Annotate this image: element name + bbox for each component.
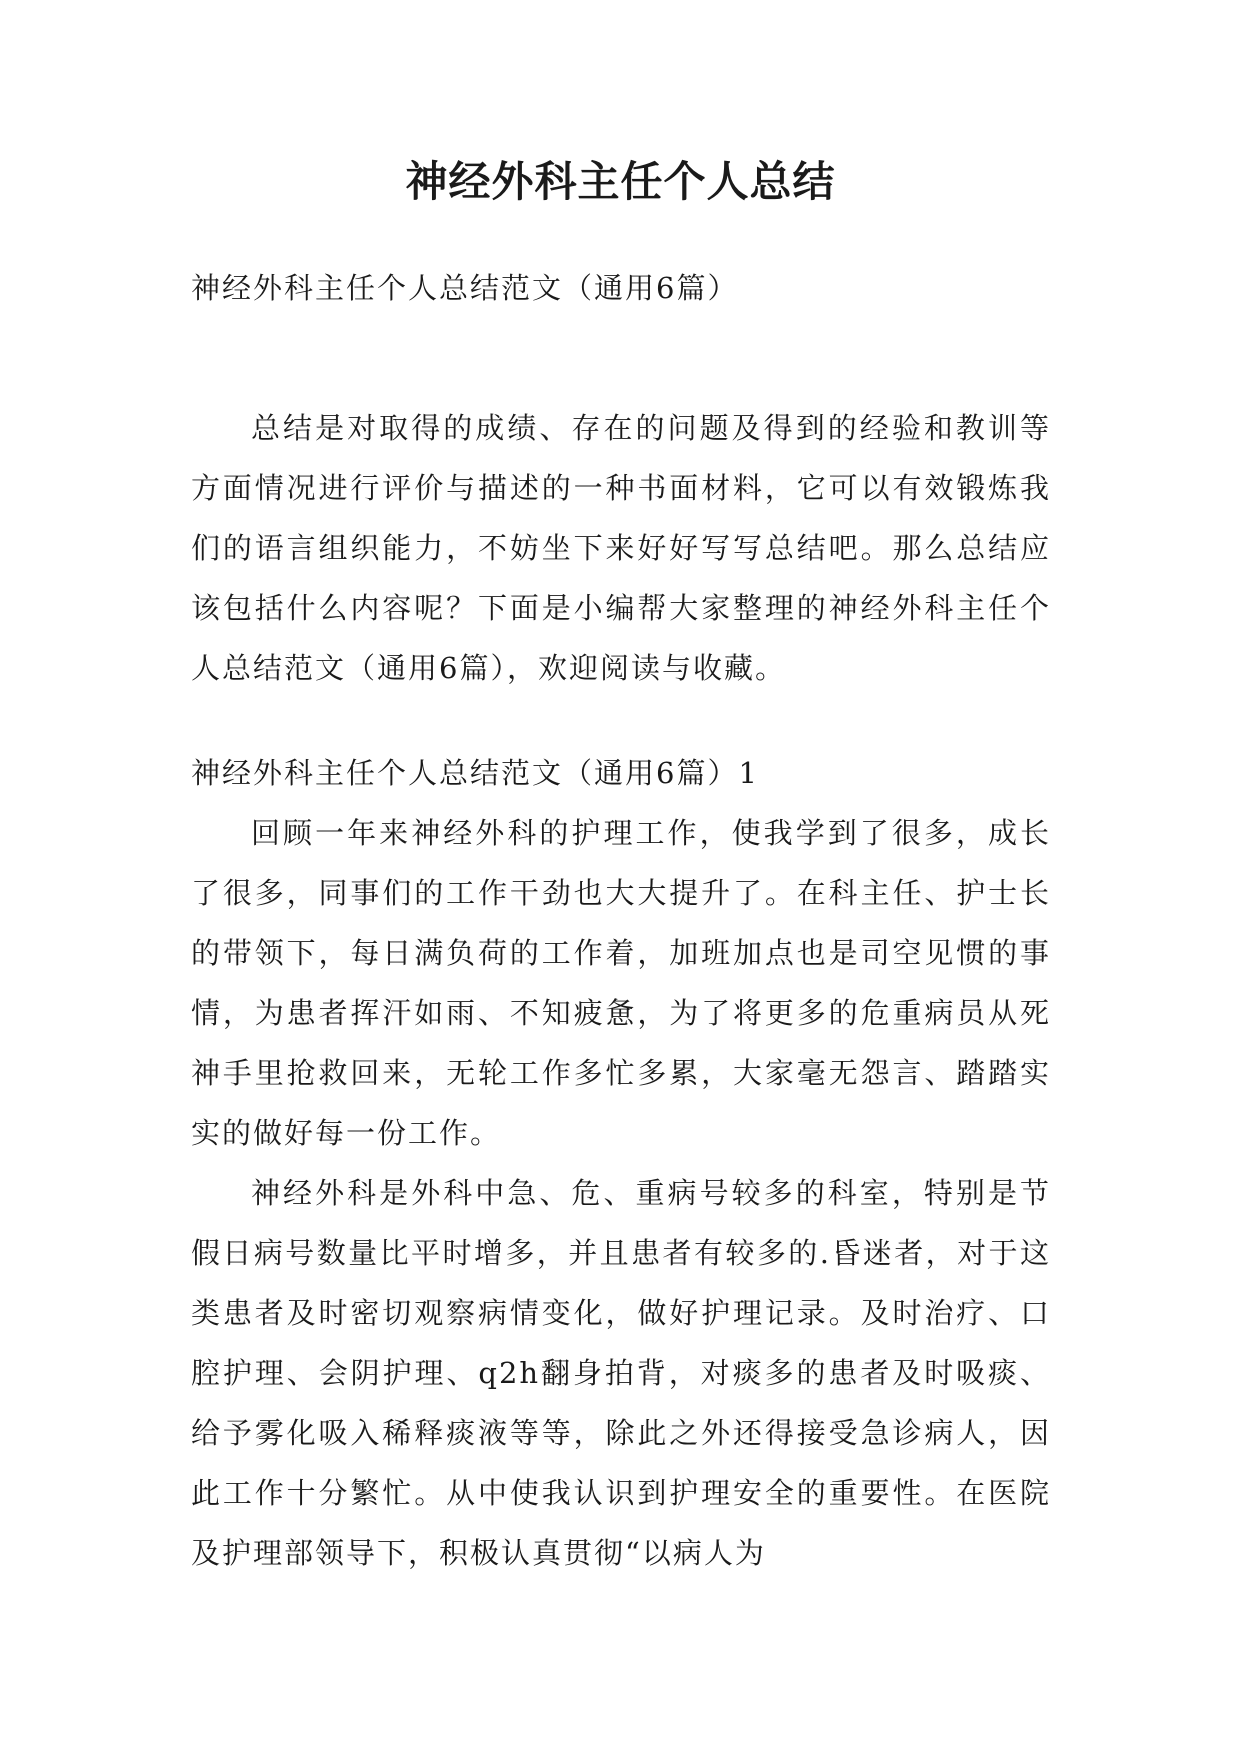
intro-paragraph: 总结是对取得的成绩、存在的问题及得到的经验和教训等方面情况进行评价与描述的一种书面材料，它可以有效锻炼我们的语言组织能力，不妨坐下来好好写写总结吧。那么总结应该包括什么内容呢？下面是小编帮大家整理的神经外科主任个人总结范文（通用6篇），欢迎阅读与收藏。 [191, 411, 1051, 685]
document-subtitle: 神经外科主任个人总结范文（通用6篇） [191, 271, 739, 305]
section-heading: 神经外科主任个人总结范文（通用6篇）1 [191, 756, 759, 790]
document-title: 神经外科主任个人总结 [405, 157, 836, 206]
body-paragraph: 神经外科是外科中急、危、重病号较多的科室，特别是节假日病号数量比平时增多，并且患者有较多的.昏迷者，对于这类患者及时密切观察病情变化，做好护理记录。及时治疗、口腔护理、会阴护理、q2h翻身拍背，对痰多的患者及时吸痰、给予雾化吸入稀释痰液等等，除此之外还得接受急诊病人，因此工作十分繁忙。从中使我认识到护理安全的重要性。在医院及护理部领导下，积极认真贯彻“以病人为 [191, 1176, 1051, 1570]
body-paragraph: 回顾一年来神经外科的护理工作，使我学到了很多，成长了很多，同事们的工作干劲也大大提升了。在科主任、护士长的带领下，每日满负荷的工作着，加班加点也是司空见惯的事情，为患者挥汗如雨、不知疲惫，为了将更多的危重病员从死神手里抢救回来，无轮工作多忙多累，大家毫无怨言、踏踏实实的做好每一份工作。 [191, 816, 1051, 1150]
